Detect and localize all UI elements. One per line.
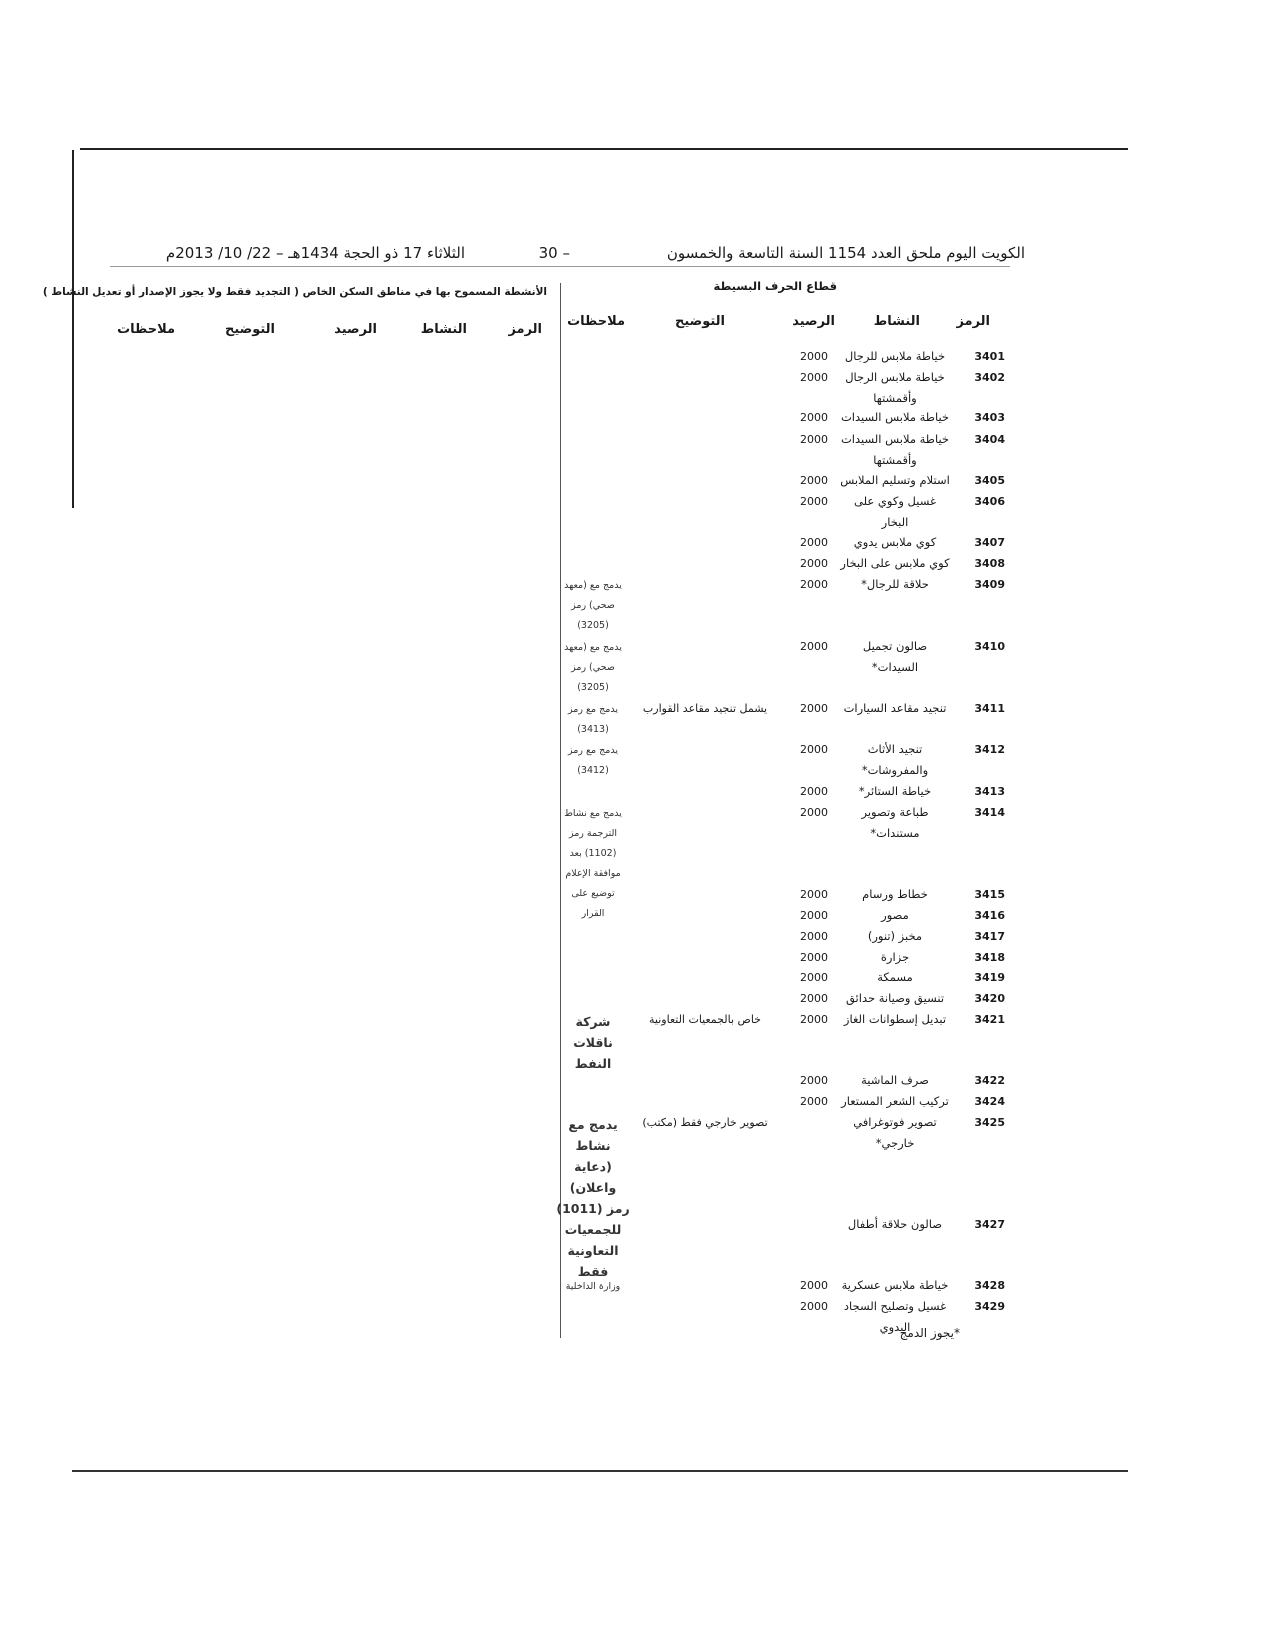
right-footnote: *يجوز الدمج (899, 1326, 960, 1340)
row-code: 3419 (974, 971, 1005, 984)
row-activity: خياطة الستائر* (858, 784, 932, 798)
col-fee-header: الرصيد (792, 314, 835, 329)
row-fee: 2000 (800, 557, 828, 570)
row-fee: 2000 (800, 1095, 828, 1108)
row-activity: كوي ملابس على البخار (840, 556, 950, 570)
left-col-fee-header: الرصيد (334, 322, 377, 337)
row-desc: يشمل تنجيد مقاعد القوارب (642, 702, 768, 715)
row-notes: يدمج مع نشاط (دعاية واعلان) رمز (1011) للجمعيات التعاونية فقط (556, 1117, 630, 1279)
row-code: 3411 (974, 702, 1005, 715)
row-fee: 2000 (800, 433, 828, 446)
row-activity: حلاقة للرجال* (861, 577, 929, 591)
row-activity: طباعة وتصوير مستندات* (861, 805, 929, 840)
row-activity: مسمكة (877, 970, 913, 984)
row-activity: صرف الماشية (861, 1073, 929, 1087)
row-code: 3414 (974, 806, 1005, 819)
row-fee: 2000 (800, 1279, 828, 1292)
row-code: 3427 (974, 1218, 1005, 1231)
row-code: 3402 (974, 371, 1005, 384)
row-activity: كوي ملابس يدوي (853, 535, 937, 549)
row-fee: 2000 (800, 951, 828, 964)
left-col-notes-header: ملاحظات (117, 322, 175, 337)
row-code: 3420 (974, 992, 1005, 1005)
row-code: 3410 (974, 640, 1005, 653)
row-code: 3415 (974, 888, 1005, 901)
row-fee: 2000 (800, 971, 828, 984)
row-fee: 2000 (800, 743, 828, 756)
row-fee: 2000 (800, 640, 828, 653)
row-activity: تنجيد مقاعد السيارات (843, 701, 947, 715)
row-desc: خاص بالجمعيات التعاونية (649, 1013, 761, 1026)
row-activity: تنسيق وصيانة حدائق (845, 991, 945, 1005)
row-fee: 2000 (800, 930, 828, 943)
row-desc: تصوير خارجي فقط (مكتب) (642, 1116, 768, 1129)
left-col-activity-header: النشاط (420, 322, 467, 337)
row-code: 3403 (974, 411, 1005, 424)
row-activity: مخبز (تنور) (867, 929, 923, 943)
row-code: 3401 (974, 350, 1005, 363)
row-fee: 2000 (800, 371, 828, 384)
row-activity: صالون حلاقة أطفال (847, 1217, 943, 1231)
col-desc-header: التوضيح (674, 314, 725, 329)
row-code: 3422 (974, 1074, 1005, 1087)
row-fee: 2000 (800, 909, 828, 922)
row-notes: يدمج مع رمز (3413) (568, 704, 618, 735)
header-page-number: – 30 (538, 244, 570, 262)
row-fee: 2000 (800, 1013, 828, 1026)
row-fee: 2000 (800, 702, 828, 715)
row-code: 3417 (974, 930, 1005, 943)
row-notes: يدمج مع رمز (3412) (568, 745, 618, 776)
row-activity: صالون تجميل السيدات* (862, 639, 928, 674)
row-code: 3405 (974, 474, 1005, 487)
row-code: 3424 (974, 1095, 1005, 1108)
row-activity: مصور (881, 908, 909, 922)
row-code: 3404 (974, 433, 1005, 446)
header-title: الكويت اليوم ملحق العدد 1154 السنة التاسعة والخمسون (666, 244, 1025, 262)
row-code: 3428 (974, 1279, 1005, 1292)
col-code-header: الرمز (956, 314, 990, 329)
row-activity: غسيل وتصليح السجاد اليدوي (843, 1299, 947, 1334)
row-code: 3425 (974, 1116, 1005, 1129)
row-fee: 2000 (800, 1300, 828, 1313)
row-activity: خياطة ملابس السيدات (840, 410, 950, 424)
row-activity: خطاط ورسام (862, 887, 928, 901)
row-activity: تبديل إسطوانات الغاز (843, 1012, 947, 1026)
row-activity: جزارة (880, 950, 910, 964)
col-notes-header: ملاحظات (567, 314, 625, 329)
row-activity: خياطة ملابس عسكرية (841, 1278, 949, 1292)
row-activity: خياطة ملابس السيدات وأقمشتها (840, 432, 950, 467)
row-code: 3409 (974, 578, 1005, 591)
row-fee: 2000 (800, 785, 828, 798)
row-activity: خياطة ملابس للرجال (844, 349, 946, 363)
row-code: 3408 (974, 557, 1005, 570)
row-code: 3413 (974, 785, 1005, 798)
row-code: 3406 (974, 495, 1005, 508)
row-activity: غسيل وكوي على البخار (854, 494, 936, 529)
row-code: 3421 (974, 1013, 1005, 1026)
left-col-code-header: الرمز (508, 322, 542, 337)
row-fee: 2000 (800, 888, 828, 901)
row-fee: 2000 (800, 536, 828, 549)
left-col-desc-header: التوضيح (224, 322, 275, 337)
header-date: الثلاثاء 17 ذو الحجة 1434هـ – 22/ 10/ 2013م (165, 244, 465, 262)
row-fee: 2000 (800, 350, 828, 363)
bottom-rule (72, 1470, 1128, 1472)
row-notes: يدمج مع (معهد صحي) رمز (3205) (564, 642, 622, 693)
left-section-title: الأنشطة المسموح بها في مناطق السكن الخاص ( التجديد فقط ولا يجوز الإصدار أو تعديل النشاط ) (42, 286, 547, 298)
row-code: 3416 (974, 909, 1005, 922)
row-activity: تصوير فوتوغرافي خارجي* (853, 1115, 937, 1150)
row-activity: استلام وتسليم الملابس (840, 473, 950, 487)
row-activity: تركيب الشعر المستعار (841, 1094, 949, 1108)
row-notes: يدمج مع نشاط الترجمة رمز (1102) بعد موافقة الإعلام توضيع على القرار (564, 808, 622, 919)
row-notes: شركة ناقلات النفط (573, 1014, 613, 1071)
row-code: 3412 (974, 743, 1005, 756)
row-code: 3418 (974, 951, 1005, 964)
row-code: 3429 (974, 1300, 1005, 1313)
row-fee: 2000 (800, 411, 828, 424)
row-fee: 2000 (800, 495, 828, 508)
row-notes: يدمج مع (معهد صحي) رمز (3205) (564, 580, 622, 631)
row-activity: خياطة ملابس الرجال وأقمشتها (845, 370, 945, 405)
row-fee: 2000 (800, 474, 828, 487)
right-section-title: قطاع الحرف البسيطة (713, 279, 837, 293)
row-notes: وزارة الداخلية (565, 1281, 621, 1292)
row-activity: تنجيد الأثاث والمفروشات* (861, 742, 929, 777)
row-code: 3407 (974, 536, 1005, 549)
row-fee: 2000 (800, 578, 828, 591)
row-fee: 2000 (800, 992, 828, 1005)
col-activity-header: النشاط (873, 314, 920, 329)
row-fee: 2000 (800, 1074, 828, 1087)
row-fee: 2000 (800, 806, 828, 819)
